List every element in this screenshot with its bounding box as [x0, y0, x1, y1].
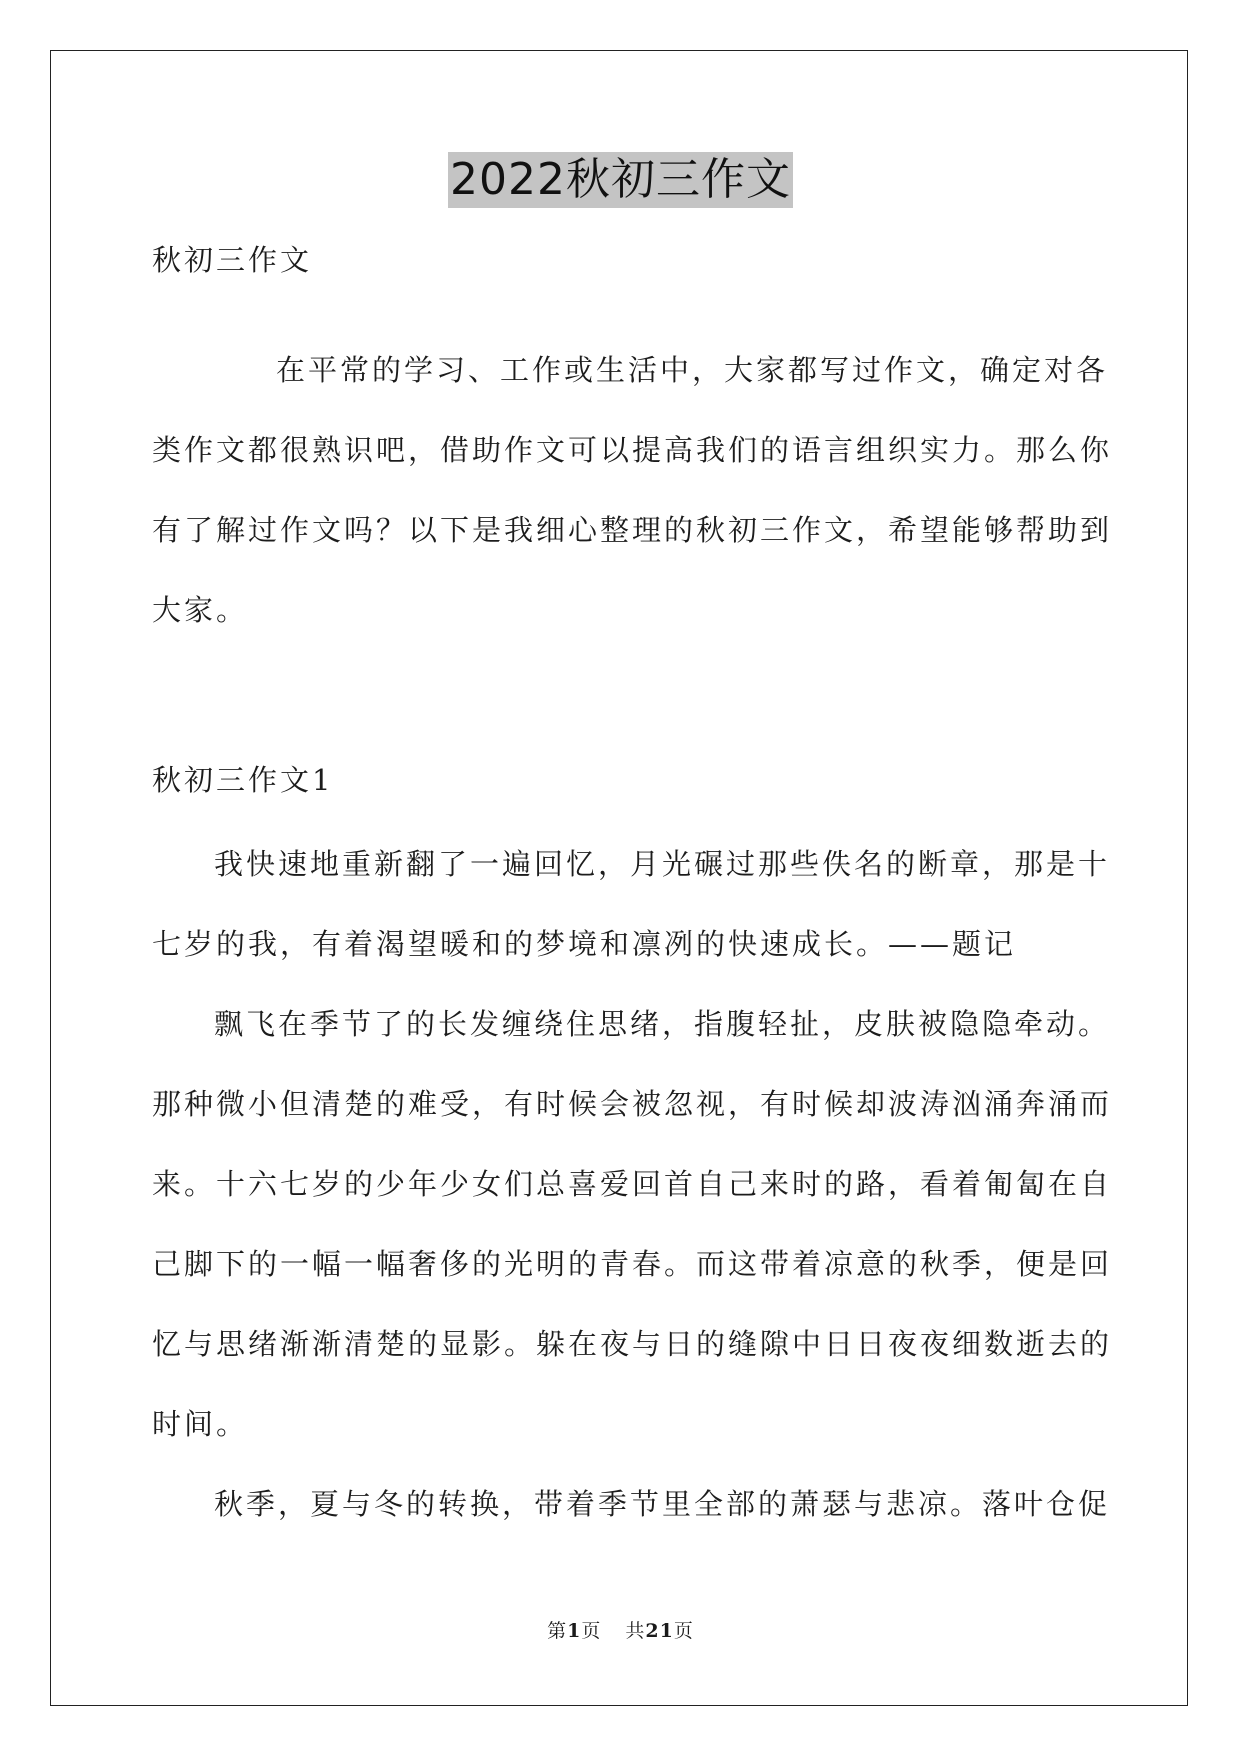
intro-line: 有了解过作文吗？以下是我细心整理的秋初三作文，希望能够帮助到 — [152, 513, 1113, 547]
section-heading-text: 秋初三作文1 — [152, 763, 334, 797]
body-line: 我快速地重新翻了一遍回忆，月光碾过那些佚名的断章，那是十 — [214, 847, 1111, 881]
intro-line: 类作文都很熟识吧，借助作文可以提高我们的语言组织实力。那么你 — [152, 433, 1113, 467]
page-unit: 页 — [581, 1620, 602, 1642]
total-pages: 21 — [645, 1620, 674, 1642]
document-heading — [152, 220, 1092, 300]
page-number: 1 — [567, 1620, 582, 1642]
body-line: 那种微小但清楚的难受，有时候会被忽视，有时候却波涛汹涌奔涌而 — [152, 1087, 1113, 1121]
body-line: 忆与思绪渐渐清楚的显影。躲在夜与日的缝隙中日日夜夜细数逝去的 — [152, 1327, 1113, 1361]
page-prefix: 第 — [547, 1620, 568, 1642]
page-footer — [0, 1616, 1241, 1643]
essay-body — [152, 824, 1113, 1544]
total-unit: 页 — [673, 1620, 694, 1642]
intro-line: 在平常的学习、工作或生活中，大家都写过作文，确定对各 — [276, 353, 1109, 387]
heading-text: 秋初三作文 — [152, 243, 313, 277]
section-heading — [152, 740, 1092, 820]
body-line: 来。十六七岁的少年少女们总喜爱回首自己来时的路，看着匍匐在自 — [152, 1167, 1113, 1201]
body-line: 秋季，夏与冬的转换，带着季节里全部的萧瑟与悲凉。落叶仓促 — [214, 1487, 1111, 1521]
body-line: 七岁的我，有着渴望暖和的梦境和凛冽的快速成长。——题记 — [152, 927, 1017, 961]
intro-line: 大家。 — [152, 593, 249, 627]
body-line: 时间。 — [152, 1407, 249, 1441]
total-prefix: 共 — [625, 1620, 646, 1642]
body-line: 己脚下的一幅一幅奢侈的光明的青春。而这带着凉意的秋季，便是回 — [152, 1247, 1113, 1281]
title-area — [0, 152, 1241, 208]
intro-paragraph — [152, 330, 1113, 650]
body-line: 飘飞在季节了的长发缠绕住思绪，指腹轻扯，皮肤被隐隐牵动。 — [214, 1007, 1111, 1041]
document-title: 2022秋初三作文 — [448, 152, 793, 208]
